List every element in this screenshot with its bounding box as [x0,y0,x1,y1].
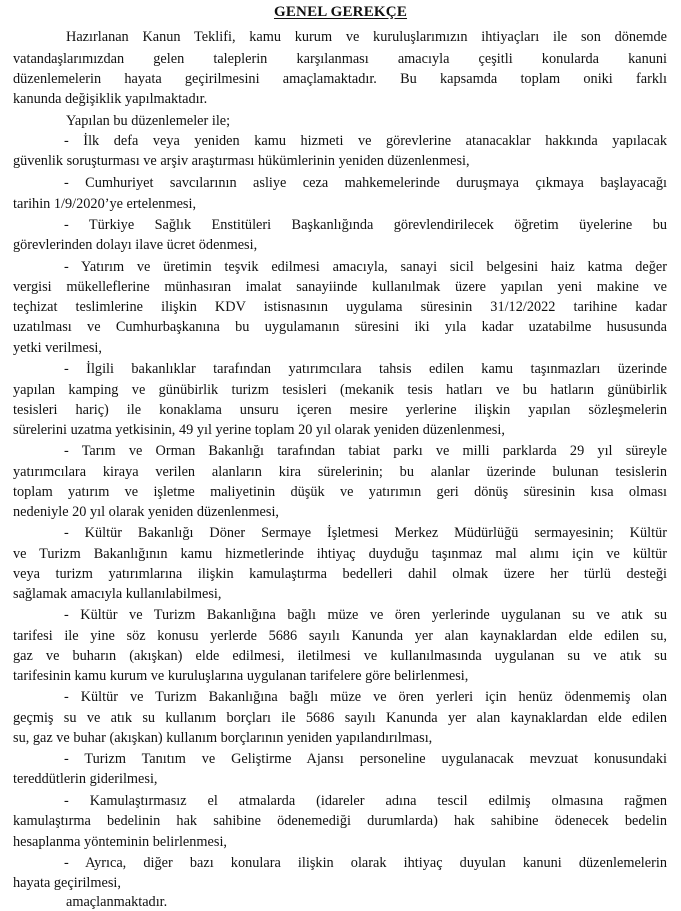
text-line: düzenlemelerin hayata geçirilmesini amaçlamaktadır. Bu kapsamda toplam oniki farklı [13,71,667,87]
text-line: kamulaştırma bedelinin hak sahibine ödenemediği durumlarda) hak sahibine ödenecek bedelin [13,813,667,829]
text-line: tarifesinin kamu kurum ve kuruluşlarına uygulanan tarifelere göre belirlenmesi, [13,668,469,684]
document-title: GENEL GEREKÇE [273,4,408,20]
text-line: sürelerini uzatma yetkisinin, 49 yıl yerine toplam 20 yıl olarak yeniden düzenlenmesi, [13,422,505,438]
text-line: amaçlanmaktadır. [66,894,168,910]
text-line: yatırımcılara kiraya verilen alanların kira sürelerinin; bu alanlar üzerinde bulunan tesislerin [13,464,667,480]
text-line: - İlgili bakanlıklar tarafından yatırımcılara tahsis edilen kamu taşınmazları üzerinde [64,361,667,377]
text-line: - Kültür Bakanlığı Döner Sermaye İşletmesi Merkez Müdürlüğü sermayesinin; Kültür [64,525,667,541]
text-line: hesaplanma yönteminin belirlenmesi, [13,834,227,850]
text-line: - Kültür ve Turizm Bakanlığına bağlı müze ve ören yerleri için henüz ödenmemiş olan [64,689,667,705]
text-line: Yapılan bu düzenlemeler ile; [66,113,231,129]
text-line: veya turizm yatırımlarına ilişkin kamulaştırma bedelleri dahil olmak üzere her türlü desteği [13,566,667,582]
text-line: güvenlik soruşturması ve arşiv araştırması hükümlerinin yeniden düzenlenmesi, [13,153,470,169]
text-line: tesisleri hariç) ile konaklama unsuru içeren mesire yerlerine ilişkin yapılan sözleşmelerin [13,402,667,418]
text-line: vatandaşlarımızdan gelen taleplerin karşılanması amacıyla çeşitli konularda kanuni [13,51,667,67]
text-line: tarifesi ile yine söz konusu yerlerde 5686 sayılı Kanunda yer alan kaynaklardan elde edilen su, [13,628,667,644]
text-line: geçmiş su ve atık su kullanım borçları ile 5686 sayılı Kanunda yer alan kaynaklardan elde edilen [13,710,667,726]
text-line: yetki verilmesi, [13,340,102,356]
text-line: sağlamak amacıyla kullanılabilmesi, [13,586,222,602]
text-line: vergisi mükelleflerine münhasıran imalat sanayiinde kullanılmak üzere yapılan yeni makine ve [13,279,667,295]
text-line: - Cumhuriyet savcılarının asliye ceza mahkemelerinde duruşmaya çıkmaya başlayacağı [64,175,667,191]
text-line: tarihin 1/9/2020’ye ertelenmesi, [13,196,197,212]
text-line: teçhizat teslimlerine ilişkin KDV istisnasının uygulama süresinin 31/12/2022 tarihine kadar [13,299,667,315]
text-line: - Yatırım ve üretimin teşvik edilmesi amacıyla, sanayi sicil belgesini haiz katma değer [64,259,667,275]
text-line: ve Turizm Bakanlığının kamu hizmetlerinde ihtiyaç duyduğu taşınmaz mal alımı için ve kültür [13,546,667,562]
text-line: yapılan kamping ve günübirlik turizm tesisleri (mekanik tesis hatları ve bu hatların günübirlik [13,382,667,398]
text-line: - Türkiye Sağlık Enstitüleri Başkanlığında görevlendirilecek öğretim üyelerine bu [64,217,667,233]
text-line: toplam yatırım ve işletme maliyetinin düşük ve yatırımın geri dönüş süresinin kısa olması [13,484,667,500]
text-line: - İlk defa veya yeniden kamu hizmeti ve görevlerine atanacaklar hakkında yapılacak [64,133,667,149]
text-line: kanunda değişiklik yapılmaktadır. [13,91,208,107]
text-line: nedeniyle 20 yıl olarak yeniden düzenlenmesi, [13,504,279,520]
text-line: görevlerinden dolayı ilave ücret ödenmesi, [13,237,258,253]
text-line: uzatılması ve Cumhurbaşkanına bu uygulamanın süresini iki yıla kadar uzatabilme hususunda [13,319,667,335]
text-line: tereddütlerin giderilmesi, [13,771,158,787]
text-line: - Tarım ve Orman Bakanlığı tarafından tabiat parkı ve milli parklarda 29 yıl süreyle [64,443,667,459]
text-line: - Ayrıca, diğer bazı konulara ilişkin olarak ihtiyaç duyulan kanuni düzenlemelerin [64,855,667,871]
text-line: - Turizm Tanıtım ve Geliştirme Ajansı personeline uygulanacak mevzuat konusundaki [64,751,667,767]
text-line: hayata geçirilmesi, [13,875,121,891]
text-line: - Kültür ve Turizm Bakanlığına bağlı müze ve ören yerlerinde uygulanan su ve atık su [64,607,667,623]
text-line: Hazırlanan Kanun Teklifi, kamu kurum ve kuruluşlarımızın ihtiyaçları ile son dönemde [66,29,667,45]
text-line: su, gaz ve buhar (akışkan) kullanım borçlarının yeniden yapılandırılması, [13,730,433,746]
text-line: gaz ve buharın (akışkan) elde edilmesi, iletilmesi ve kullanılmasında uygulanan su ve atık su [13,648,667,664]
text-line: - Kamulaştırmasız el atmalarda (idareler adına tescil edilmiş olmasına rağmen [64,793,667,809]
